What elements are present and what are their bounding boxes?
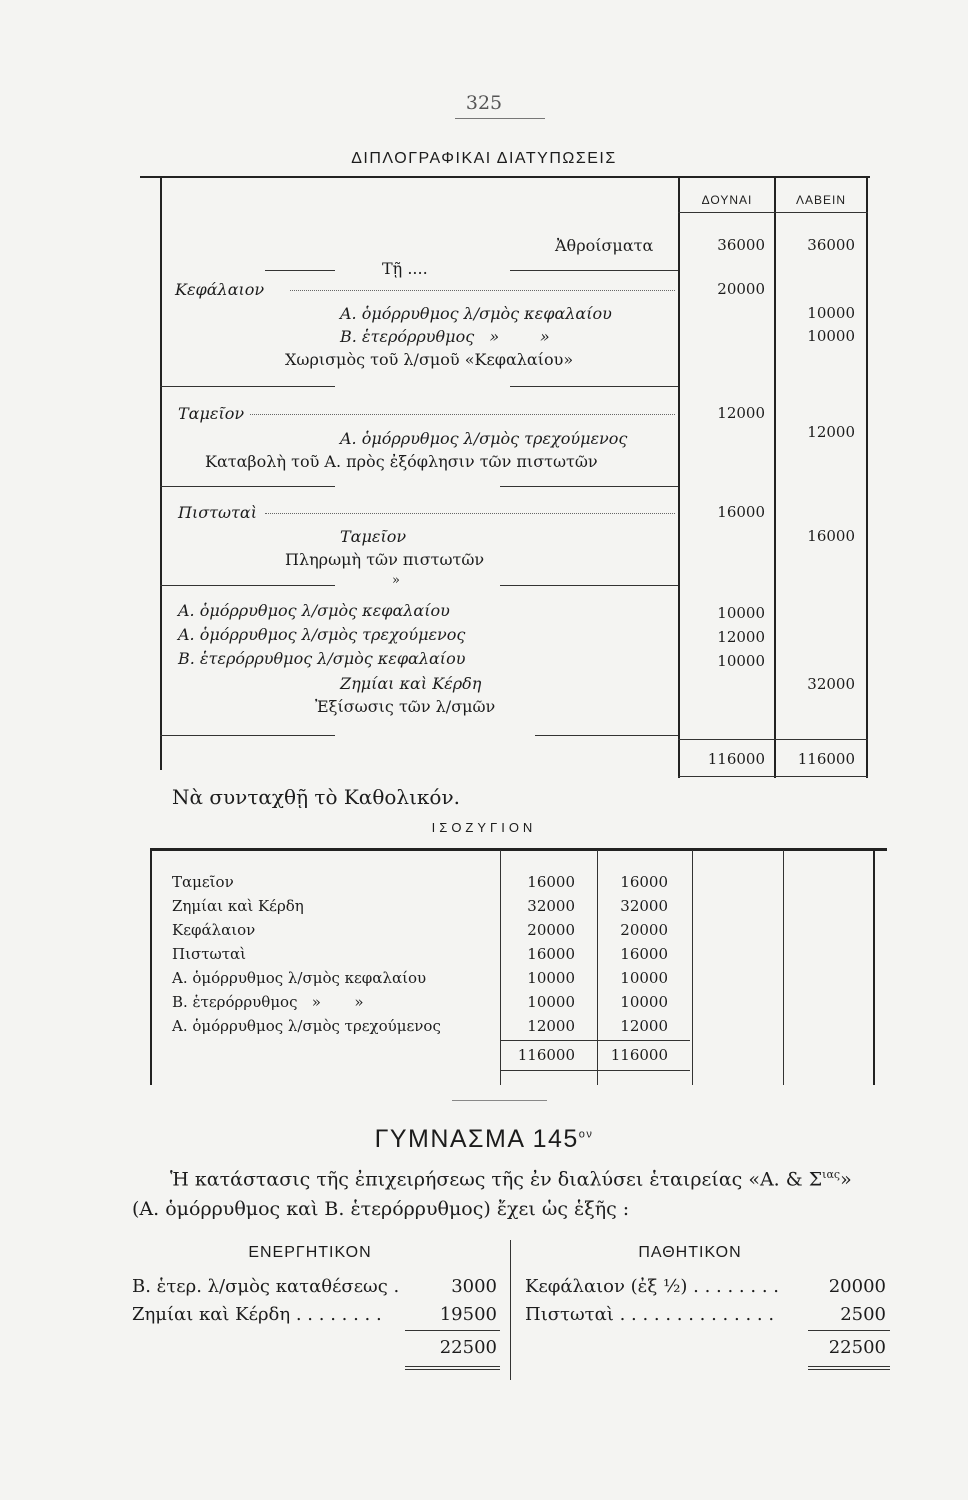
iso-label: Α. ὁμόρρυθμος λ/σμὸς τρεχούμενος [172, 1017, 441, 1035]
exercise-text-line1-end: » [840, 1168, 852, 1191]
page-number-rule [455, 118, 545, 119]
iso-a: 12000 [527, 1017, 575, 1035]
journal-total-rule [678, 739, 868, 740]
journal-label-a-kef: Α. ὁμόρρυθμος λ/σμὸς κεφαλαίου [340, 304, 612, 323]
journal-debit-kef: 20000 [717, 280, 765, 298]
journal-debit-a-tr2: 12000 [717, 628, 765, 646]
date-rule-left [265, 270, 335, 271]
liability-label: Πιστωταὶ . . . . . . . . . . . . . . [525, 1304, 775, 1325]
journal-credit-sums: 36000 [807, 236, 855, 254]
journal-header-rule [678, 212, 868, 213]
journal-total-debit: 116000 [707, 750, 765, 768]
journal-credit-a-tr: 12000 [807, 423, 855, 441]
entry-rule-right [500, 486, 678, 487]
journal-total-credit: 116000 [797, 750, 855, 768]
journal-label-zim: Ζημίαι καὶ Κέρδη [340, 674, 482, 693]
instruction-text: Νὰ συνταχθῇ τὸ Καθολικόν. [172, 785, 460, 809]
journal-debit-a-kef2: 10000 [717, 604, 765, 622]
iso-label: Β. ἑτερόρρυθμος » » [172, 993, 364, 1011]
entry-rule-right [500, 585, 678, 586]
journal-label-tam: Ταμεῖον [178, 404, 245, 423]
iso-a: 20000 [527, 921, 575, 939]
liabilities-total-rule [808, 1330, 890, 1331]
journal-debit-left-border [678, 178, 680, 778]
asset-label: Β. ἑτερ. λ/σμὸς καταθέσεως . [132, 1276, 400, 1297]
exercise-title-text: ΓΥΜΝΑΣΜΑ 145 [374, 1125, 579, 1153]
journal-debit-b-kef2: 10000 [717, 652, 765, 670]
journal-debit-sums: 36000 [717, 236, 765, 254]
isozygion-bottom-rule [500, 1070, 690, 1071]
asset-label: Ζημίαι καὶ Κέρδη . . . . . . . . [132, 1304, 382, 1325]
iso-b: 12000 [620, 1017, 668, 1035]
assets-total: 22500 [439, 1337, 497, 1358]
date-rule-right [510, 270, 678, 271]
assets-double-rule [405, 1366, 500, 1367]
iso-b: 10000 [620, 993, 668, 1011]
journal-top-rule [140, 176, 870, 178]
asset-value: 19500 [439, 1304, 497, 1325]
journal-label-a-kef2: Α. ὁμόρρυθμος λ/σμὸς κεφαλαίου [178, 601, 450, 620]
isozygion-left-border [150, 850, 152, 1085]
journal-label-a-tr: Α. ὁμόρρυθμος λ/σμὸς τρεχούμενος [340, 429, 628, 448]
exercise-text-line2: (Α. ὁμόρρυθμος καὶ Β. ἑτερόρρυθμος) ἔχει ὡς ἑξῆς : [132, 1198, 630, 1220]
journal-debit-tam: 12000 [717, 404, 765, 422]
journal-desc-2: Καταβολὴ τοῦ Α. πρὸς ἐξόφλησιν τῶν πιστωτῶν [205, 452, 598, 471]
iso-a: 16000 [527, 873, 575, 891]
dot-leader [250, 414, 675, 415]
iso-label: Κεφάλαιον [172, 921, 256, 939]
journal-date-2: » [392, 573, 400, 588]
journal-label-tam2: Ταμεῖον [340, 527, 407, 546]
page-heading: ΔΙΠΛΟΓΡΑΦΙΚΑΙ ΔΙΑΤΥΠΩΣΕΙΣ [351, 150, 617, 167]
iso-a: 10000 [527, 993, 575, 1011]
entry-rule-left [160, 735, 335, 736]
journal-col-debit: ΔΟΥΝΑΙ [701, 193, 753, 207]
journal-label-a-tr2: Α. ὁμόρρυθμος λ/σμὸς τρεχούμενος [178, 625, 466, 644]
iso-total-a: 116000 [517, 1046, 575, 1064]
journal-desc-4: Ἐξίσωσις τῶν λ/σμῶν [315, 697, 496, 716]
journal-label-pist: Πιστωταὶ [178, 503, 257, 522]
entry-rule-left [160, 486, 335, 487]
exercise-title-sup: ον [578, 1128, 594, 1141]
assets-total-rule [405, 1330, 500, 1331]
iso-b: 16000 [620, 873, 668, 891]
liability-label: Κεφάλαιον (ἐξ ½) . . . . . . . . [525, 1276, 779, 1297]
iso-b: 32000 [620, 897, 668, 915]
balance-divider [510, 1240, 511, 1380]
journal-label-b-kef: Β. ἑτερόρρυθμος » » [340, 327, 550, 346]
journal-date-1: Τῇ .... [382, 259, 428, 278]
journal-bottom-rule [678, 776, 868, 777]
isozygion-title: ΙΣΟΖΥΓΙΟΝ [431, 820, 537, 835]
journal-debit-pist: 16000 [717, 503, 765, 521]
journal-col-credit: ΛΑΒΕΙΝ [795, 193, 847, 207]
iso-a: 10000 [527, 969, 575, 987]
iso-total-b: 116000 [610, 1046, 668, 1064]
exercise-text-line1 [170, 1168, 852, 1190]
journal-label-sums: Ἀθροίσματα [555, 236, 654, 255]
isozygion-col-border [692, 850, 693, 1085]
entry-rule-right [510, 386, 678, 387]
iso-b: 20000 [620, 921, 668, 939]
page-number: 325 [465, 92, 503, 114]
dot-leader [265, 513, 675, 514]
liabilities-double-rule [808, 1369, 890, 1370]
journal-label-b-kef2: Β. ἑτερόρρυθμος λ/σμὸς κεφαλαίου [178, 649, 466, 668]
iso-label: Πιστωταὶ [172, 945, 247, 963]
dot-leader [290, 290, 675, 291]
entry-rule-left [160, 585, 335, 586]
journal-desc-1: Χωρισμὸς τοῦ λ/σμοῦ «Κεφαλαίου» [285, 350, 574, 369]
isozygion-top-rule [150, 848, 887, 851]
iso-a: 16000 [527, 945, 575, 963]
journal-right-border [866, 178, 868, 778]
iso-b: 10000 [620, 969, 668, 987]
iso-a: 32000 [527, 897, 575, 915]
entry-rule-left [160, 386, 335, 387]
assets-title: ΕΝΕΡΓΗΤΙΚΟΝ [248, 1244, 372, 1261]
assets-double-rule [405, 1369, 500, 1370]
liabilities-title: ΠΑΘΗΤΙΚΟΝ [638, 1244, 742, 1261]
exercise-text-line1-sup: ιας [822, 1168, 841, 1181]
journal-credit-zim: 32000 [807, 675, 855, 693]
isozygion-right-border [873, 850, 875, 1085]
isozygion-total-rule [500, 1040, 690, 1041]
iso-label: Ζημίαι καὶ Κέρδη [172, 897, 304, 915]
liabilities-total: 22500 [828, 1337, 886, 1358]
exercise-text-line1-main: Ἡ κατάστασις τῆς ἐπιχειρήσεως τῆς ἐν διαλύσει ἑταιρείας «Α. & Σ [170, 1168, 823, 1191]
journal-left-border [160, 178, 162, 770]
journal-credit-a-kef: 10000 [807, 304, 855, 322]
asset-value: 3000 [451, 1276, 497, 1297]
iso-b: 16000 [620, 945, 668, 963]
iso-label: Α. ὁμόρρυθμος λ/σμὸς κεφαλαίου [172, 969, 427, 987]
section-divider [452, 1100, 547, 1101]
journal-credit-tam2: 16000 [807, 527, 855, 545]
entry-rule-right [535, 735, 678, 736]
journal-credit-b-kef: 10000 [807, 327, 855, 345]
iso-label: Ταμεῖον [172, 873, 234, 891]
liability-value: 20000 [828, 1276, 886, 1297]
liabilities-double-rule [808, 1366, 890, 1367]
isozygion-col-border [783, 850, 784, 1085]
exercise-title [0, 1125, 968, 1154]
journal-label-kef: Κεφάλαιον [175, 280, 265, 299]
journal-desc-3: Πληρωμὴ τῶν πιστωτῶν [285, 550, 485, 569]
liability-value: 2500 [840, 1304, 886, 1325]
